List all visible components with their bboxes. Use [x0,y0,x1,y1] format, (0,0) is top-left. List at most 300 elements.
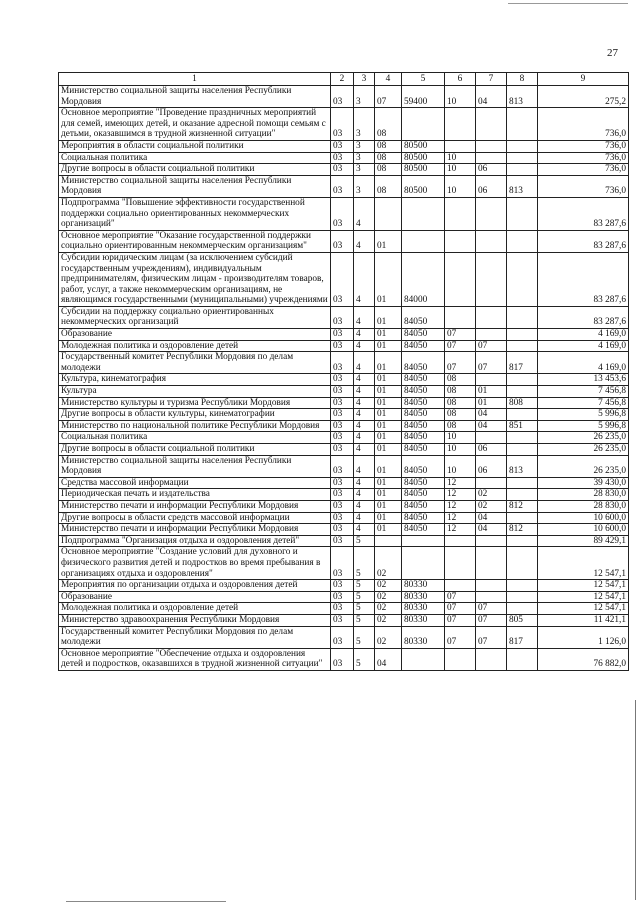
row-code-cell: 06 [476,444,507,456]
row-code-cell: 4 [354,306,375,328]
row-code-cell: 4 [354,230,375,252]
row-name-cell: Культура, кинематография [59,374,331,386]
row-code-cell: 08 [375,140,402,152]
row-amount-cell: 10 600,0 [538,512,629,524]
row-code-cell: 07 [445,352,476,374]
row-code-cell: 84050 [402,329,445,341]
row-code-cell [476,329,507,341]
row-code-cell: 07 [476,626,507,648]
row-code-cell: 59400 [402,86,445,108]
row-code-cell: 80330 [402,603,445,615]
row-code-cell: 01 [375,374,402,386]
row-amount-cell: 26 235,0 [538,444,629,456]
row-code-cell: 10 [445,455,476,477]
row-code-cell: 03 [331,591,354,603]
row-code-cell: 02 [375,626,402,648]
row-code-cell: 812 [507,524,538,536]
row-amount-cell: 76 882,0 [538,648,629,670]
row-code-cell: 4 [354,340,375,352]
row-amount-cell: 4 169,0 [538,352,629,374]
row-code-cell: 01 [375,230,402,252]
row-code-cell: 04 [476,420,507,432]
table-row [59,524,629,536]
row-code-cell: 80500 [402,175,445,197]
table-body [59,86,629,671]
row-code-cell: 4 [354,512,375,524]
row-amount-cell: 28 830,0 [538,489,629,501]
row-code-cell: 80330 [402,591,445,603]
row-code-cell: 4 [354,197,375,230]
row-code-cell: 07 [445,591,476,603]
row-code-cell: 80330 [402,626,445,648]
row-code-cell: 08 [445,409,476,421]
row-code-cell: 01 [375,500,402,512]
row-code-cell: 84050 [402,444,445,456]
row-code-cell [476,374,507,386]
row-code-cell: 03 [331,547,354,580]
bottom-scan-mark [66,901,226,903]
row-code-cell: 03 [331,477,354,489]
page-number: 27 [607,47,618,59]
row-code-cell: 03 [331,374,354,386]
budget-table [58,72,629,671]
row-name-cell: Министерство социальной защиты населения Республики Мордовия [59,86,331,108]
row-code-cell: 4 [354,455,375,477]
row-code-cell: 4 [354,432,375,444]
row-code-cell [476,591,507,603]
row-code-cell: 3 [354,175,375,197]
row-code-cell: 01 [375,340,402,352]
table-row [59,420,629,432]
row-name-cell: Министерство печати и информации Республики Мордовия [59,524,331,536]
row-code-cell: 80500 [402,152,445,164]
row-code-cell: 84050 [402,477,445,489]
row-name-cell: Другие вопросы в области культуры, кинематографии [59,409,331,421]
row-name-cell: Государственный комитет Республики Мордовия по делам молодежи [59,626,331,648]
row-name-cell: Министерство культуры и туризма Республики Мордовия [59,397,331,409]
row-code-cell [507,340,538,352]
row-name-cell: Молодежная политика и оздоровление детей [59,603,331,615]
row-code-cell: 01 [375,306,402,328]
row-amount-cell: 1 126,0 [538,626,629,648]
row-amount-cell: 736,0 [538,152,629,164]
row-name-cell: Подпрограмма "Организация отдыха и оздоровления детей" [59,535,331,547]
row-code-cell: 01 [375,444,402,456]
row-code-cell: 01 [375,524,402,536]
table-row [59,603,629,615]
row-code-cell: 80500 [402,164,445,176]
row-code-cell: 4 [354,500,375,512]
row-code-cell: 08 [445,386,476,398]
row-code-cell: 10 [445,152,476,164]
table-row [59,591,629,603]
row-code-cell: 02 [375,547,402,580]
row-code-cell: 04 [375,648,402,670]
row-code-cell: 08 [375,152,402,164]
row-code-cell: 4 [354,489,375,501]
row-code-cell [445,140,476,152]
table-row [59,108,629,141]
row-code-cell: 08 [445,397,476,409]
row-code-cell: 5 [354,648,375,670]
row-code-cell: 84050 [402,409,445,421]
row-code-cell: 07 [476,603,507,615]
row-code-cell: 03 [331,329,354,341]
row-code-cell [375,197,402,230]
table-row [59,409,629,421]
row-code-cell: 851 [507,420,538,432]
row-name-cell: Министерство социальной защиты населения Республики Мордовия [59,175,331,197]
row-code-cell [476,108,507,141]
row-amount-cell: 13 453,6 [538,374,629,386]
table-row [59,175,629,197]
table-row [59,197,629,230]
row-code-cell: 4 [354,409,375,421]
row-code-cell: 3 [354,86,375,108]
row-amount-cell: 12 547,1 [538,603,629,615]
row-amount-cell: 26 235,0 [538,455,629,477]
row-code-cell: 808 [507,397,538,409]
row-amount-cell: 83 287,6 [538,252,629,306]
row-code-cell: 84050 [402,397,445,409]
row-code-cell: 04 [476,86,507,108]
row-code-cell: 03 [331,152,354,164]
row-code-cell: 07 [445,340,476,352]
row-code-cell: 03 [331,230,354,252]
row-code-cell: 08 [375,164,402,176]
row-code-cell: 813 [507,86,538,108]
row-code-cell: 84050 [402,500,445,512]
row-code-cell: 805 [507,614,538,626]
row-code-cell: 817 [507,626,538,648]
row-name-cell: Другие вопросы в области социальной политики [59,164,331,176]
row-code-cell: 03 [331,352,354,374]
row-code-cell [507,386,538,398]
row-code-cell [476,477,507,489]
row-code-cell [507,591,538,603]
row-code-cell [445,252,476,306]
row-code-cell [507,547,538,580]
row-code-cell [402,197,445,230]
row-code-cell: 80330 [402,614,445,626]
row-code-cell [507,535,538,547]
row-code-cell: 03 [331,108,354,141]
table-row [59,230,629,252]
header-cell: 3 [354,73,375,86]
row-amount-cell: 275,2 [538,86,629,108]
row-code-cell: 12 [445,500,476,512]
row-code-cell: 817 [507,352,538,374]
row-code-cell [375,535,402,547]
row-code-cell: 84050 [402,306,445,328]
row-code-cell: 5 [354,603,375,615]
row-code-cell [507,603,538,615]
row-name-cell: Министерство печати и информации Республики Мордовия [59,500,331,512]
row-code-cell: 03 [331,175,354,197]
row-code-cell: 3 [354,140,375,152]
row-code-cell: 03 [331,420,354,432]
header-cell: 5 [402,73,445,86]
row-code-cell: 03 [331,432,354,444]
row-code-cell: 01 [375,252,402,306]
row-code-cell: 10 [445,432,476,444]
row-code-cell: 03 [331,512,354,524]
header-cell: 6 [445,73,476,86]
row-code-cell [402,230,445,252]
table-row [59,614,629,626]
row-name-cell: Мероприятия по организации отдыха и оздоровления детей [59,580,331,592]
row-code-cell: 5 [354,535,375,547]
table-row [59,386,629,398]
header-cell: 2 [331,73,354,86]
row-code-cell: 03 [331,386,354,398]
row-code-cell: 84050 [402,420,445,432]
table-row [59,580,629,592]
row-code-cell: 06 [476,175,507,197]
header-cell: 9 [538,73,629,86]
row-code-cell: 84050 [402,374,445,386]
row-code-cell: 03 [331,252,354,306]
row-amount-cell: 4 169,0 [538,329,629,341]
row-code-cell: 84050 [402,489,445,501]
row-amount-cell: 4 169,0 [538,340,629,352]
row-code-cell: 01 [375,432,402,444]
row-code-cell: 02 [375,614,402,626]
table-row [59,397,629,409]
row-code-cell: 84050 [402,352,445,374]
row-code-cell [507,329,538,341]
right-margin-line [635,700,637,900]
row-code-cell: 03 [331,626,354,648]
row-code-cell: 80330 [402,580,445,592]
row-code-cell: 01 [375,455,402,477]
row-name-cell: Субсидии на поддержку социально ориентированных некоммерческих организаций [59,306,331,328]
row-code-cell: 04 [476,512,507,524]
row-code-cell: 03 [331,409,354,421]
row-amount-cell: 12 547,1 [538,547,629,580]
row-code-cell: 07 [476,340,507,352]
row-code-cell: 03 [331,614,354,626]
table-row [59,374,629,386]
row-amount-cell: 12 547,1 [538,580,629,592]
header-cell: 4 [375,73,402,86]
row-code-cell [507,580,538,592]
table-row [59,455,629,477]
row-code-cell [507,477,538,489]
row-amount-cell: 83 287,6 [538,230,629,252]
row-amount-cell: 736,0 [538,140,629,152]
row-code-cell [507,230,538,252]
row-code-cell: 5 [354,591,375,603]
row-code-cell: 03 [331,140,354,152]
table-row [59,535,629,547]
row-code-cell [445,580,476,592]
table-row [59,489,629,501]
table-row [59,432,629,444]
row-name-cell: Основное мероприятие "Проведение праздничных мероприятий для семей, имеющих детей, и оказание адресной помощи семьям с детьми, оказавшимся в трудной жизненной ситуации" [59,108,331,141]
row-code-cell [476,432,507,444]
row-code-cell [445,648,476,670]
row-code-cell: 07 [445,329,476,341]
row-name-cell: Молодежная политика и оздоровление детей [59,340,331,352]
row-name-cell: Основное мероприятие "Оказание государственной поддержки социально ориентированным некоммерческим организациям" [59,230,331,252]
row-name-cell: Государственный комитет Республики Мордовия по делам молодежи [59,352,331,374]
row-code-cell: 08 [375,108,402,141]
row-code-cell [476,306,507,328]
top-scan-mark [508,3,628,5]
table-row [59,340,629,352]
table-row [59,444,629,456]
row-code-cell: 01 [375,512,402,524]
row-code-cell [445,230,476,252]
row-code-cell: 08 [375,175,402,197]
row-code-cell [507,409,538,421]
row-code-cell: 813 [507,175,538,197]
row-code-cell: 03 [331,489,354,501]
row-code-cell [445,108,476,141]
row-code-cell: 84000 [402,252,445,306]
table-row [59,252,629,306]
row-code-cell: 02 [375,591,402,603]
row-code-cell [507,432,538,444]
table-row [59,547,629,580]
row-code-cell: 3 [354,152,375,164]
row-code-cell [445,306,476,328]
row-code-cell [445,547,476,580]
row-name-cell: Образование [59,329,331,341]
row-name-cell: Периодическая печать и издательства [59,489,331,501]
row-code-cell: 03 [331,306,354,328]
row-code-cell: 10 [445,175,476,197]
table-row [59,329,629,341]
row-code-cell: 4 [354,352,375,374]
row-code-cell [507,374,538,386]
row-code-cell: 03 [331,197,354,230]
row-code-cell: 02 [375,580,402,592]
row-code-cell: 4 [354,477,375,489]
row-amount-cell: 39 430,0 [538,477,629,489]
table-row [59,626,629,648]
row-code-cell: 84050 [402,455,445,477]
row-code-cell: 06 [476,455,507,477]
row-code-cell: 07 [445,614,476,626]
row-code-cell [476,140,507,152]
table-header-row [59,73,629,86]
row-name-cell: Основное мероприятие "Обеспечение отдыха и оздоровления детей и подростков, оказавшихся в трудной жизненной ситуации" [59,648,331,670]
row-code-cell [507,444,538,456]
row-code-cell: 5 [354,626,375,648]
row-code-cell: 84050 [402,512,445,524]
row-code-cell: 01 [375,329,402,341]
row-code-cell [507,152,538,164]
row-name-cell: Основное мероприятие "Создание условий для духовного и физического развития детей и подростков во время пребывания в организациях отдыха и оздоровления" [59,547,331,580]
row-code-cell: 4 [354,329,375,341]
row-code-cell: 07 [476,352,507,374]
row-code-cell [507,164,538,176]
row-code-cell: 07 [476,614,507,626]
row-name-cell: Подпрограмма "Повышение эффективности государственной поддержки социально ориентированных некоммерческих организаций" [59,197,331,230]
row-amount-cell: 26 235,0 [538,432,629,444]
row-name-cell: Министерство по национальной политике Республики Мордовия [59,420,331,432]
row-amount-cell: 736,0 [538,108,629,141]
row-amount-cell: 11 421,1 [538,614,629,626]
table-row [59,86,629,108]
row-code-cell [507,489,538,501]
row-code-cell: 02 [476,489,507,501]
row-code-cell [402,535,445,547]
row-code-cell: 80500 [402,140,445,152]
row-code-cell: 84050 [402,386,445,398]
row-code-cell: 4 [354,420,375,432]
row-name-cell: Министерство социальной защиты населения Республики Мордовия [59,455,331,477]
row-code-cell: 12 [445,477,476,489]
row-code-cell: 10 [445,444,476,456]
row-code-cell: 5 [354,547,375,580]
row-amount-cell: 736,0 [538,164,629,176]
row-code-cell [476,580,507,592]
row-code-cell: 01 [375,386,402,398]
row-amount-cell: 83 287,6 [538,197,629,230]
row-code-cell: 12 [445,512,476,524]
row-code-cell [445,535,476,547]
row-code-cell: 04 [476,524,507,536]
row-code-cell: 06 [476,164,507,176]
row-code-cell: 3 [354,164,375,176]
row-code-cell: 07 [375,86,402,108]
row-name-cell: Мероприятия в области социальной политики [59,140,331,152]
table-row [59,140,629,152]
row-code-cell: 4 [354,374,375,386]
row-code-cell [507,252,538,306]
row-code-cell: 01 [476,386,507,398]
row-code-cell: 07 [445,603,476,615]
row-code-cell [476,230,507,252]
row-code-cell: 4 [354,386,375,398]
table-row [59,306,629,328]
row-code-cell [507,197,538,230]
row-amount-cell: 10 600,0 [538,524,629,536]
row-amount-cell: 5 996,8 [538,409,629,421]
row-amount-cell: 83 287,6 [538,306,629,328]
row-code-cell: 10 [445,164,476,176]
row-code-cell: 3 [354,108,375,141]
row-code-cell [402,108,445,141]
row-code-cell: 4 [354,444,375,456]
row-amount-cell: 7 456,8 [538,397,629,409]
row-code-cell: 12 [445,524,476,536]
table-row [59,500,629,512]
header-cell: 1 [59,73,331,86]
row-name-cell: Средства массовой информации [59,477,331,489]
row-code-cell: 03 [331,648,354,670]
row-code-cell [507,512,538,524]
row-code-cell: 5 [354,580,375,592]
row-code-cell: 03 [331,164,354,176]
row-code-cell [402,648,445,670]
row-name-cell: Социальная политика [59,152,331,164]
row-name-cell: Культура [59,386,331,398]
row-code-cell: 4 [354,397,375,409]
row-code-cell: 01 [375,489,402,501]
row-code-cell: 03 [331,444,354,456]
row-name-cell: Другие вопросы в области социальной политики [59,444,331,456]
table-row [59,512,629,524]
row-name-cell: Образование [59,591,331,603]
row-code-cell [476,152,507,164]
row-code-cell [507,108,538,141]
row-code-cell [507,140,538,152]
row-code-cell: 03 [331,455,354,477]
